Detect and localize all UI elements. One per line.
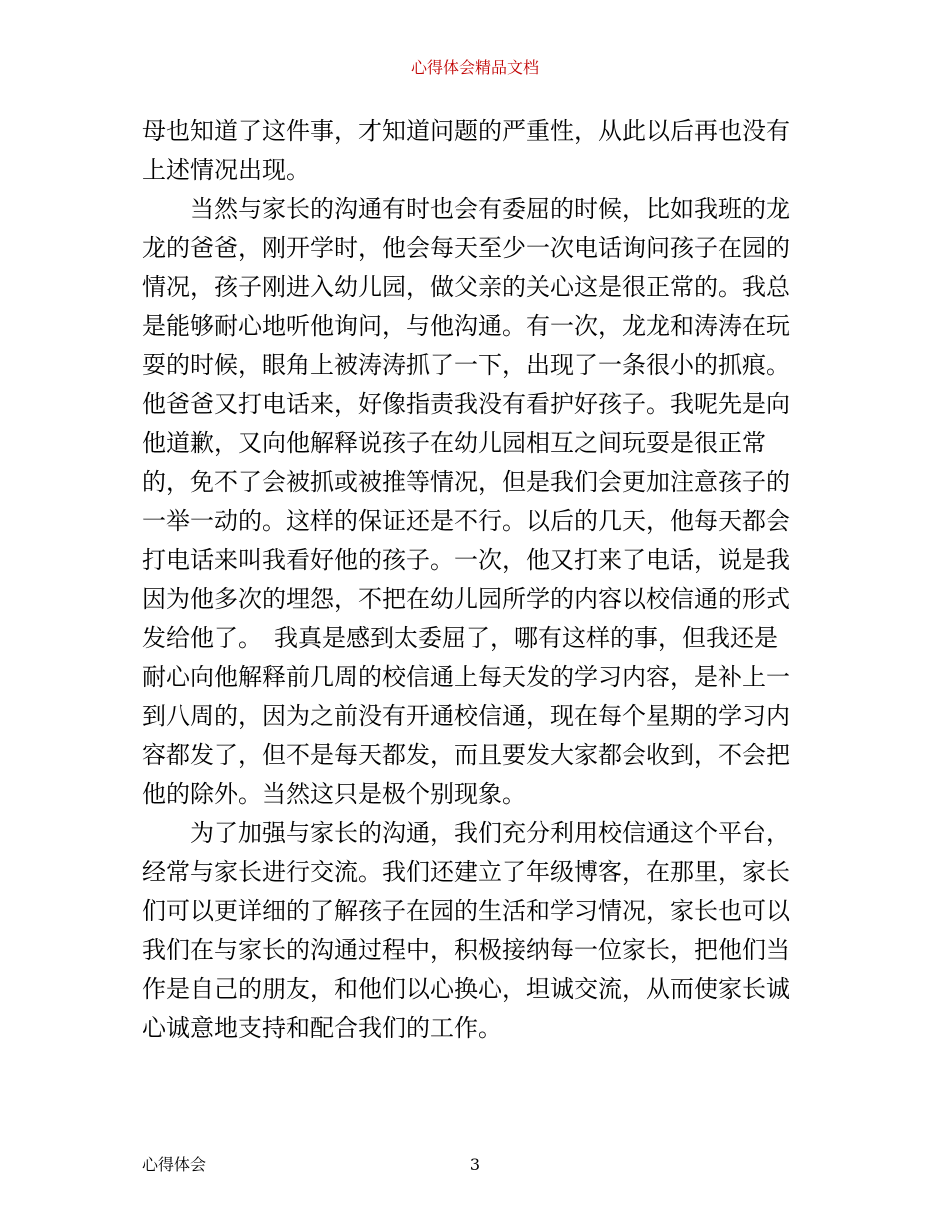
text-line: 打电话来叫我看好他的孩子。一次，他又打来了电话，说是我 bbox=[142, 546, 790, 574]
page-header-title: 心得体会精品文档 bbox=[410, 58, 539, 77]
text-line: 因为他多次的埋怨，不把在幼儿园所学的内容以校信通的形式 bbox=[142, 585, 790, 613]
text-line: 母也知道了这件事，才知道问题的严重性，从此以后再也没有 bbox=[142, 117, 790, 145]
text-line: 的，免不了会被抓或被推等情况，但是我们会更加注意孩子的 bbox=[142, 468, 790, 496]
text-line: 作是自己的朋友，和他们以心换心，坦诚交流，从而使家长诚 bbox=[142, 975, 790, 1003]
text-line: 他的除外。当然这只是极个别现象。 bbox=[142, 780, 526, 808]
footer-label: 心得体会 bbox=[142, 1155, 207, 1174]
text-line: 到八周的，因为之前没有开通校信通，现在每个星期的学习内 bbox=[142, 702, 790, 730]
body-text bbox=[142, 112, 814, 1048]
text-line: 心诚意地支持和配合我们的工作。 bbox=[142, 1014, 502, 1042]
text-line: 情况，孩子刚进入幼儿园，做父亲的关心这是很正常的。我总 bbox=[142, 273, 790, 301]
text-line: 是能够耐心地听他询问，与他沟通。有一次，龙龙和涛涛在玩 bbox=[142, 312, 790, 340]
text-line: 我们在与家长的沟通过程中，积极接纳每一位家长，把他们当 bbox=[142, 936, 790, 964]
text-line: 经常与家长进行交流。我们还建立了年级博客，在那里，家长 bbox=[142, 858, 790, 886]
text-line: 耍的时候，眼角上被涛涛抓了一下，出现了一条很小的抓痕。 bbox=[142, 351, 790, 379]
text-line: 耐心向他解释前几周的校信通上每天发的学习内容，是补上一 bbox=[142, 663, 790, 691]
text-line: 发给他了。 我真是感到太委屈了，哪有这样的事，但我还是 bbox=[142, 624, 778, 652]
text-line: 为了加强与家长的沟通，我们充分利用校信通这个平台， bbox=[142, 819, 790, 847]
footer-page-number: 3 bbox=[469, 1155, 481, 1174]
text-line: 他道歉，又向他解释说孩子在幼儿园相互之间玩耍是很正常 bbox=[142, 429, 766, 457]
text-line: 当然与家长的沟通有时也会有委屈的时候，比如我班的龙 bbox=[142, 195, 790, 223]
text-line: 们可以更详细的了解孩子在园的生活和学习情况，家长也可以 bbox=[142, 897, 790, 925]
text-line: 一举一动的。这样的保证还是不行。以后的几天，他每天都会 bbox=[142, 507, 790, 535]
text-line: 他爸爸又打电话来，好像指责我没有看护好孩子。我呢先是向 bbox=[142, 390, 790, 418]
text-line: 龙的爸爸，刚开学时，他会每天至少一次电话询问孩子在园的 bbox=[142, 234, 790, 262]
text-line: 上述情况出现。 bbox=[142, 156, 310, 184]
text-line: 容都发了，但不是每天都发，而且要发大家都会收到，不会把 bbox=[142, 741, 790, 769]
